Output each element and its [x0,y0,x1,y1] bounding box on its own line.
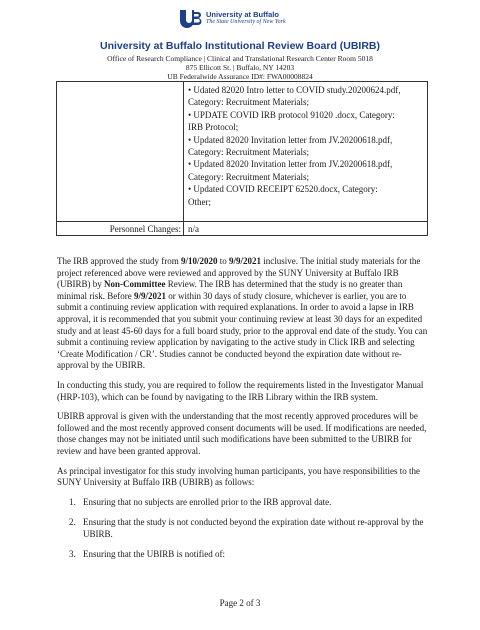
list-item: • Udated 82020 Intro letter to COVID study.20200624.pdf, [188,85,401,95]
personnel-changes-value: n/a [188,224,199,234]
list-item [57,549,429,561]
letter-body [57,256,429,570]
list-item: Category: Recruitment Materials; [188,97,309,108]
header-office-line: Office of Research Compliance | Clinical and Translational Research Center Room 5018 [107,54,373,63]
list-item: Category: Recruitment Materials; [188,147,309,158]
study-details-table [56,81,428,236]
list-text: Ensuring that no subjects are enrolled prior to the IRB approval date. [83,496,332,507]
review-type: Non-Committee [104,279,166,290]
continuing-review-date: 9/9/2021 [133,290,166,301]
list-number: 2. [69,517,76,528]
list-item [57,497,429,509]
approval-paragraph [57,256,429,372]
page-title: University at Buffalo Institutional Review Board (UBIRB) [99,40,381,52]
list-number: 1. [69,496,76,507]
approval-start-date: 9/10/2020 [180,256,218,266]
list-number: 3. [69,549,76,560]
approval-end-date: 9/9/2021 [229,256,262,266]
university-tagline: The State University of New York [206,19,286,25]
requirements-paragraph: In conducting this study, you are required to follow the requirements listed in the Investigator Manual (HRP-103), which can be found by navigating to the IRB Library within the IRB system. [57,379,424,402]
text-run: Review. The IRB has determined that the study is no greater than minimal risk. Before [57,279,403,301]
page-number: Page 2 of 3 [219,598,261,608]
table-column-divider [183,82,184,235]
documents-list [188,84,424,208]
list-text: Ensuring that the study is not conducted beyond the expiration date without re-approval by the UBIRB. [83,517,424,539]
ub-logo [178,8,318,34]
ub-monogram-icon [178,8,204,30]
list-item [57,517,429,540]
text-run: inclusive. The initial study materials for the project referenced above were reviewed and approved by the SUNY University at Buffalo IRB (UBIRB) by [57,256,421,290]
list-item: • Updated 82020 Invitation letter from JV.20200618.pdf, [188,134,393,145]
list-item: Category: Recruitment Materials; [188,171,309,182]
header-address-line: 875 Ellicott St. | Buffalo, NY 14203 [185,63,295,72]
responsibilities-paragraph: As principal investigator for this study involving human participants, you have responsibilities to the SUNY University at Buffalo IRB (UBIRB) as follows: [57,465,420,488]
responsibilities-list [57,497,429,561]
header-fwa-line: UB Federalwide Assurance ID#: FWA00008824 [167,72,313,81]
university-name: University at Buffalo [206,10,279,19]
table-row-divider [57,221,427,222]
list-item: Other; [188,196,211,207]
list-text: Ensuring that the UBIRB is notified of: [83,549,225,560]
text-run: to [217,256,230,266]
text-run: The IRB approved the study from [57,256,181,266]
list-item: • UPDATE COVID IRB protocol 91020 .docx, Category: [188,109,395,120]
list-item: • Updated 82020 Invitation letter from JV.20200618.pdf, [188,159,393,170]
personnel-changes-label: Personnel Changes: [109,224,181,234]
list-item: IRB Protocol; [188,122,239,133]
list-item: • Updated COVID RECEIPT 62520.docx, Category: [188,184,378,195]
text-run: or within 30 days of study closure, whichever is earlier, you are to submit a continuing review application with required explanations. In order to avoid a lapse in IRB approval, it is recommended that you submit your continuing review at least 30 days for an expedited study and at least 45-60 days for a full board study, prior to the approval end date of the study. You can submit a continuing review application by navigating to the active study in Click IRB and selecting ‘Create Modification / CR’. Studies cannot be conducted beyond the expiration date without re-approval by the UBIRB. [57,290,428,371]
approval-conditions-paragraph: UBIRB approval is given with the understanding that the most recently approved procedures will be followed and the most recently approved consent documents will be used. If modifications are needed, those changes may not be initiated until such modifications have been submitted to the UBIRB for review and have been granted approval. [57,411,427,456]
